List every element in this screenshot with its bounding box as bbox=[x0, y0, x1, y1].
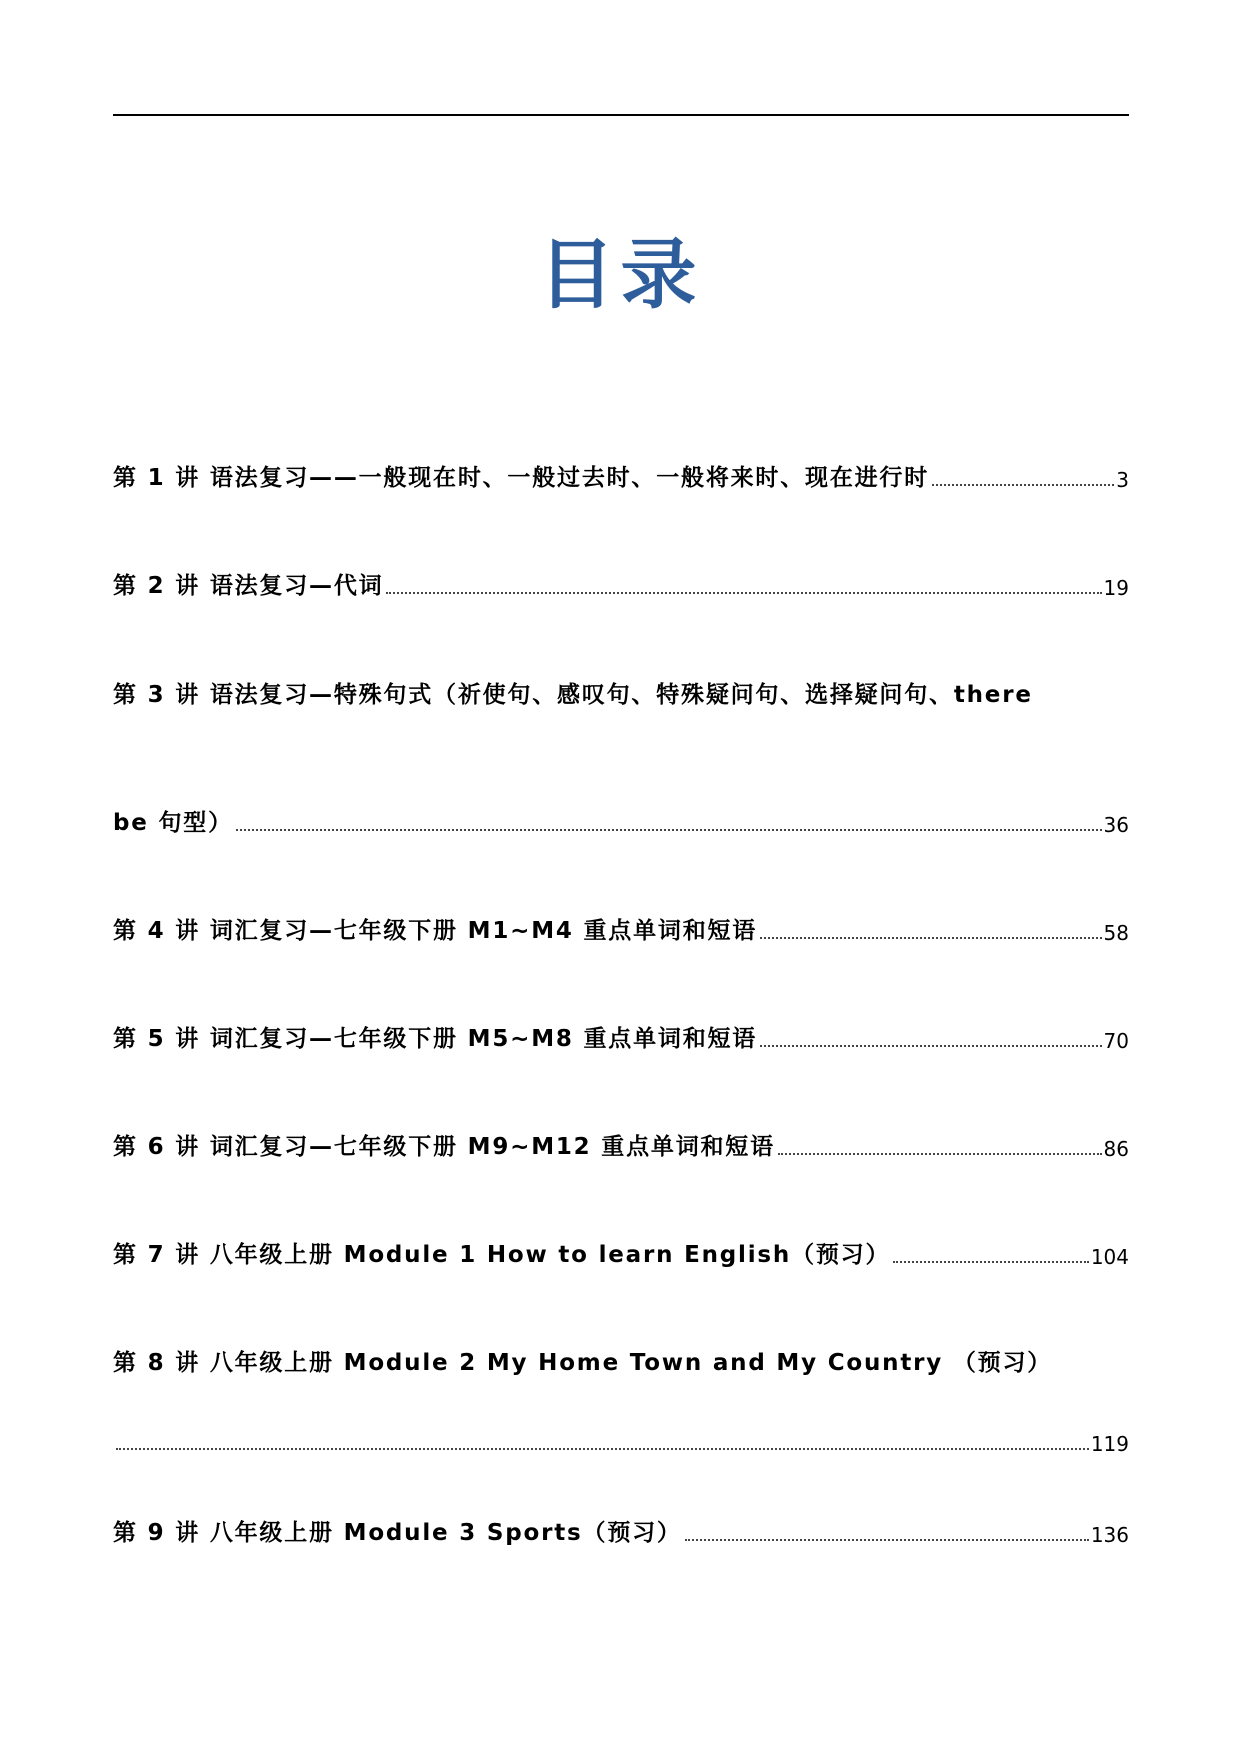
toc-entry-6[interactable] bbox=[113, 1125, 1129, 1161]
toc-entry-7[interactable] bbox=[113, 1233, 1129, 1269]
header-rule bbox=[113, 114, 1129, 116]
toc-entry-page: 3 bbox=[1116, 468, 1129, 492]
toc-entry-2[interactable] bbox=[113, 564, 1129, 600]
dot-leader bbox=[236, 829, 1102, 831]
toc-entry-title: 第 7 讲 八年级上册 Module 1 How to learn English（预习） bbox=[113, 1242, 891, 1268]
toc-entry-page: 104 bbox=[1090, 1245, 1129, 1269]
toc-entry-4[interactable] bbox=[113, 909, 1129, 945]
toc-entry-title: 第 3 讲 语法复习—特殊句式（祈使句、感叹句、特殊疑问句、选择疑问句、there bbox=[113, 682, 1033, 708]
toc-entry-page: 58 bbox=[1103, 921, 1129, 945]
dot-leader bbox=[778, 1153, 1102, 1155]
page-title: 目录 bbox=[538, 230, 703, 319]
dot-leader bbox=[685, 1539, 1089, 1541]
toc-entry-title: 第 5 讲 词汇复习—七年级下册 M5~M8 重点单词和短语 bbox=[113, 1026, 758, 1052]
toc-entry-title: be 句型） bbox=[113, 810, 233, 836]
toc-entry-page: 36 bbox=[1103, 813, 1129, 837]
toc-entry-title: 第 1 讲 语法复习——一般现在时、一般过去时、一般将来时、现在进行时 bbox=[113, 465, 930, 491]
toc-entry-title: 第 2 讲 语法复习—代词 bbox=[113, 573, 384, 599]
toc-entry-page: 86 bbox=[1103, 1137, 1129, 1161]
dot-leader bbox=[386, 592, 1101, 594]
toc-entry-title: 第 6 讲 词汇复习—七年级下册 M9~M12 重点单词和短语 bbox=[113, 1134, 775, 1160]
toc-entry-page: 70 bbox=[1103, 1029, 1129, 1053]
toc-entry-5[interactable] bbox=[113, 1017, 1129, 1053]
toc-entry-page: 136 bbox=[1090, 1523, 1129, 1547]
dot-leader bbox=[760, 1045, 1101, 1047]
toc-entry-1[interactable] bbox=[113, 456, 1129, 492]
toc-entry-3[interactable] bbox=[113, 673, 1129, 709]
toc-entry-page: 119 bbox=[1090, 1432, 1129, 1456]
dot-leader bbox=[116, 1448, 1089, 1450]
dot-leader bbox=[893, 1261, 1089, 1263]
dot-leader bbox=[760, 937, 1101, 939]
toc-entry-8[interactable] bbox=[113, 1341, 1129, 1377]
toc-entry-9[interactable] bbox=[113, 1511, 1129, 1547]
toc-entry-8-continued[interactable] bbox=[113, 1420, 1129, 1456]
toc-entry-page: 19 bbox=[1103, 576, 1129, 600]
toc-entry-title: 第 9 讲 八年级上册 Module 3 Sports（预习） bbox=[113, 1520, 682, 1546]
dot-leader bbox=[932, 484, 1114, 486]
toc-entry-title: 第 8 讲 八年级上册 Module 2 My Home Town and My Country （预习） bbox=[113, 1350, 1053, 1376]
toc-entry-title: 第 4 讲 词汇复习—七年级下册 M1~M4 重点单词和短语 bbox=[113, 918, 758, 944]
toc-entry-3-continued[interactable] bbox=[113, 801, 1129, 837]
